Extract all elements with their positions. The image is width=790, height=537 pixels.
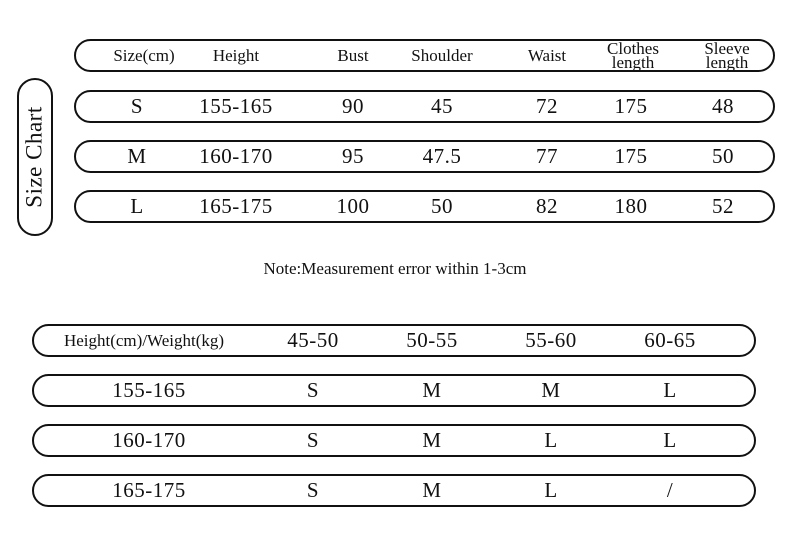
size-cell: L xyxy=(544,428,558,452)
size-cell: / xyxy=(666,478,674,502)
size-cell: L xyxy=(544,478,558,502)
header-sleeve-length xyxy=(687,38,767,72)
waist-cell: 72 xyxy=(536,94,558,118)
bust-cell: 95 xyxy=(342,144,364,168)
height-cell: 155-165 xyxy=(199,94,273,118)
header-weight-range: 60-65 xyxy=(644,328,696,352)
measurement-note: Note:Measurement error within 1-3cm xyxy=(263,259,527,278)
header-sleeve-line2: length xyxy=(705,52,749,72)
sleeve-length-cell: 48 xyxy=(712,94,734,118)
size-cell: L xyxy=(663,428,677,452)
header-bust: Bust xyxy=(337,45,369,65)
size-chart-title: Size Chart xyxy=(22,106,48,208)
size-cell: S xyxy=(306,478,320,502)
height-range-cell: 160-170 xyxy=(112,428,186,452)
sleeve-length-cell: 52 xyxy=(712,194,734,218)
shoulder-cell: 50 xyxy=(431,194,453,218)
weight-table-row xyxy=(32,474,756,507)
shoulder-cell: 47.5 xyxy=(422,144,462,168)
header-height: Height xyxy=(212,45,260,65)
size-cell: M xyxy=(422,478,442,502)
header-clothes-length xyxy=(593,38,673,72)
height-cell: 160-170 xyxy=(199,144,273,168)
size-cell: M xyxy=(422,428,442,452)
clothes-length-cell: 180 xyxy=(614,194,648,218)
waist-cell: 82 xyxy=(536,194,558,218)
header-size: Size(cm) xyxy=(113,45,175,65)
header-weight-range: 55-60 xyxy=(525,328,577,352)
header-shoulder: Shoulder xyxy=(411,45,473,65)
header-weight-range: 50-55 xyxy=(406,328,458,352)
shoulder-cell: 45 xyxy=(431,94,453,118)
size-table-header-row xyxy=(74,39,775,72)
header-clothes-line2: length xyxy=(611,52,655,72)
size-table-row-m xyxy=(74,140,775,173)
bust-cell: 100 xyxy=(336,194,370,218)
size-table-row-s xyxy=(74,90,775,123)
size-cell: S xyxy=(306,378,320,402)
header-clothes-line1: Clothes xyxy=(607,38,659,58)
bust-cell: 90 xyxy=(342,94,364,118)
size-chart-vertical-label xyxy=(17,78,53,236)
size-cell: M xyxy=(541,378,561,402)
clothes-length-cell: 175 xyxy=(614,94,648,118)
waist-cell: 77 xyxy=(536,144,558,168)
size-cell: L xyxy=(130,194,144,218)
header-height-weight: Height(cm)/Weight(kg) xyxy=(63,330,225,350)
weight-table-header-row xyxy=(32,324,756,357)
height-range-cell: 165-175 xyxy=(112,478,186,502)
height-range-cell: 155-165 xyxy=(112,378,186,402)
size-cell: M xyxy=(422,378,442,402)
clothes-length-cell: 175 xyxy=(614,144,648,168)
header-waist: Waist xyxy=(527,45,567,65)
weight-table-row xyxy=(32,374,756,407)
height-cell: 165-175 xyxy=(199,194,273,218)
size-cell: S xyxy=(306,428,320,452)
weight-table-row xyxy=(32,424,756,457)
size-cell: L xyxy=(663,378,677,402)
size-table-row-l xyxy=(74,190,775,223)
size-cell: M xyxy=(127,144,147,168)
size-cell: S xyxy=(130,94,144,118)
header-weight-range: 45-50 xyxy=(287,328,339,352)
sleeve-length-cell: 50 xyxy=(712,144,734,168)
header-sleeve-line1: Sleeve xyxy=(704,38,750,58)
